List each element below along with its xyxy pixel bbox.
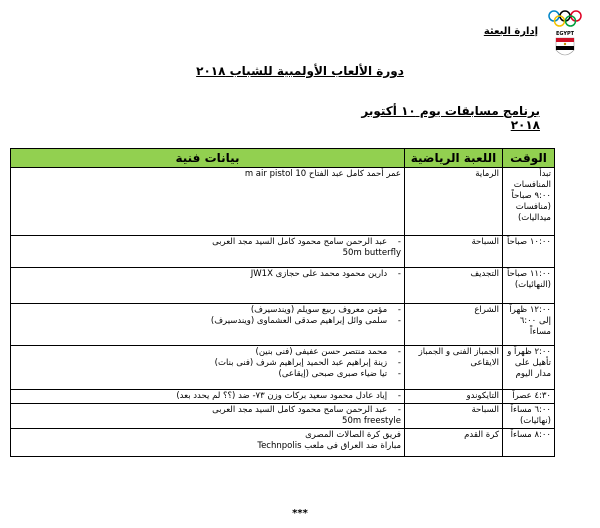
sport-cell: كرة القدم	[405, 429, 503, 457]
department-heading: إدارة البعثة	[483, 26, 538, 37]
tech-line: - عبد الرحمن سامح محمود كامل السيد مجد العربى	[14, 237, 401, 248]
tech-cell	[11, 390, 405, 404]
tech-line: عمر أحمد كامل عبد الفتاح 10 m air pistol	[244, 169, 401, 179]
tech-line: - محمد منتصر حسن عفيفى (فنى بنين)	[14, 347, 401, 358]
logo-text: EGYPT	[555, 31, 575, 37]
tech-cell	[11, 168, 405, 236]
header-tech: بيانات فنية	[11, 149, 405, 168]
time-cell: ٤:٣٠ عصراً	[503, 390, 555, 404]
time-cell: ١١:٠٠ صباحاً (النهائيات)	[503, 268, 555, 304]
time-cell: ١٠:٠٠ صباحاً	[503, 236, 555, 268]
tech-line: مباراة ضد العراق فى ملعب Technpolis	[257, 441, 401, 451]
table-row	[11, 429, 555, 457]
sport-cell: السباحة	[405, 236, 503, 268]
time-cell: ١٢:٠٠ ظهراً إلى ٦:٠٠ مساءاً	[503, 304, 555, 346]
table-row	[11, 236, 555, 268]
tech-line: - عبد الرحمن سامح محمود كامل السيد مجد العربى	[14, 405, 401, 416]
time-cell: تبدأ المنافسات ٩:٠٠ صباحاً (منافسات ميداليات)	[503, 168, 555, 236]
tech-cell	[11, 304, 405, 346]
sport-cell: الجمباز الفنى و الجمباز الايقاعى	[405, 346, 503, 390]
table-row	[11, 304, 555, 346]
page-subtitle: برنامج مسابقات يوم ١٠ أكتوبر ٢٠١٨	[361, 104, 540, 132]
tech-line: - مؤمن معروف ربيع سويلم (ويندسيرف)	[14, 305, 401, 316]
sport-cell: الشراع	[405, 304, 503, 346]
sport-cell: السباحة	[405, 404, 503, 429]
tech-cell	[11, 236, 405, 268]
table-row	[11, 268, 555, 304]
time-cell: ٨:٠٠ مساءاً	[503, 429, 555, 457]
table-row	[11, 346, 555, 390]
table-row	[11, 404, 555, 429]
tech-cell	[11, 346, 405, 390]
tech-cell	[11, 268, 405, 304]
footer-stars: ***	[292, 508, 308, 519]
table-header-row	[11, 149, 555, 168]
olympic-committee-logo	[546, 8, 592, 66]
schedule-body	[11, 168, 555, 457]
tech-cell	[11, 429, 405, 457]
sport-cell: التجديف	[405, 268, 503, 304]
table-row	[11, 390, 555, 404]
tech-line: 50m butterfly	[342, 248, 401, 258]
header-time: الوقت	[503, 149, 555, 168]
sport-cell: التايكوندو	[405, 390, 503, 404]
tech-line: - تيا ضياء صبرى صبحى (إيقاعى)	[14, 369, 401, 380]
time-cell: ٦:٠٠ مساءاً (نهائيات)	[503, 404, 555, 429]
page-title: دورة الألعاب الأولمبية للشباب ٢٠١٨	[196, 64, 404, 78]
tech-line: - سلمى وائل إبراهيم صدقى العشماوى (ويندسيرف)	[14, 316, 401, 327]
tech-line: 50m freestyle	[342, 416, 401, 426]
tech-line: - زينة إبراهيم عبد الحميد إبراهيم شرف (فنى بنات)	[14, 358, 401, 369]
time-cell: ٢:٠٠ ظهراً و تأهيل على مدار اليوم	[503, 346, 555, 390]
sport-cell: الرماية	[405, 168, 503, 236]
tech-line: فريق كرة الصالات المصرى	[305, 430, 401, 440]
tech-line: - دارين محمود محمد على حجازى JW1X	[14, 269, 401, 280]
tech-cell	[11, 404, 405, 429]
tech-line: - إياد عادل محمود سعيد بركات وزن ٧٣- ضد (؟؟ لم يحدد بعد)	[14, 391, 401, 402]
schedule-table	[10, 148, 555, 457]
header-sport: اللعبة الرياضية	[405, 149, 503, 168]
table-row	[11, 168, 555, 236]
